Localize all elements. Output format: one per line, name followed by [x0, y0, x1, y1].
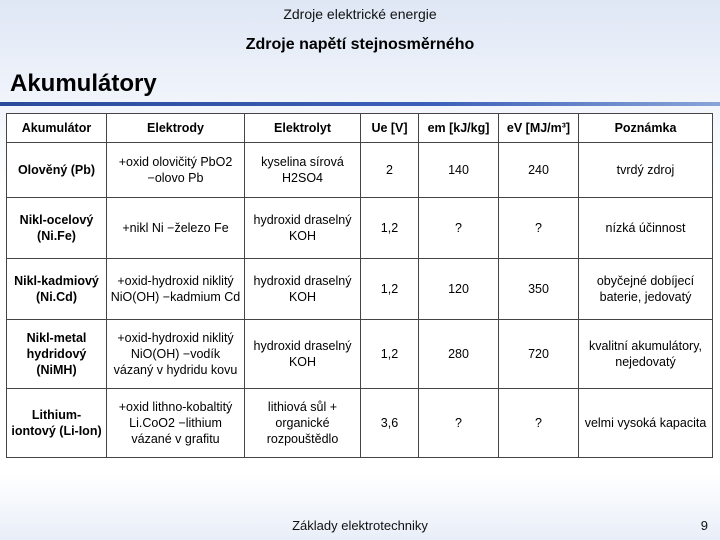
cell-note: nízká účinnost	[579, 198, 713, 259]
cell-electrodes: +oxid lithno-kobaltitý Li.CoO2 −lithium vázané v grafitu	[107, 389, 245, 458]
table-header-row	[7, 114, 713, 143]
cell-accumulator: Nikl-kadmiový (Ni.Cd)	[7, 259, 107, 320]
accumulators-table	[6, 113, 713, 458]
cell-voltage: 1,2	[361, 198, 419, 259]
cell-note: velmi vysoká kapacita	[579, 389, 713, 458]
cell-em: 140	[419, 143, 499, 198]
cell-voltage: 3,6	[361, 389, 419, 458]
cell-electrolyte: kyselina sírová H2SO4	[245, 143, 361, 198]
column-header: eV [MJ/m³]	[499, 114, 579, 143]
cell-electrodes: +oxid olovičitý PbO2 −olovo Pb	[107, 143, 245, 198]
cell-em: ?	[419, 389, 499, 458]
table-row	[7, 143, 713, 198]
column-header: Elektrolyt	[245, 114, 361, 143]
column-header: Elektrody	[107, 114, 245, 143]
cell-electrolyte: lithiová sůl + organické rozpouštědlo	[245, 389, 361, 458]
slide-heading: Akumulátory	[10, 70, 157, 97]
cell-accumulator: Lithium-iontový (Li-Ion)	[7, 389, 107, 458]
cell-ev: ?	[499, 198, 579, 259]
cell-accumulator: Nikl-ocelový (Ni.Fe)	[7, 198, 107, 259]
cell-voltage: 1,2	[361, 259, 419, 320]
cell-electrolyte: hydroxid draselný KOH	[245, 198, 361, 259]
cell-em: ?	[419, 198, 499, 259]
column-header: Akumulátor	[7, 114, 107, 143]
cell-accumulator: Nikl-metal hydridový (NiMH)	[7, 320, 107, 389]
cell-electrodes: +oxid-hydroxid niklitý NiO(OH) −vodík vázaný v hydridu kovu	[107, 320, 245, 389]
table-row	[7, 389, 713, 458]
footer-text: Základy elektrotechniky	[292, 518, 428, 533]
table-row	[7, 198, 713, 259]
cell-voltage: 2	[361, 143, 419, 198]
table-row	[7, 320, 713, 389]
cell-accumulator: Olověný (Pb)	[7, 143, 107, 198]
cell-ev: ?	[499, 389, 579, 458]
cell-note: tvrdý zdroj	[579, 143, 713, 198]
page-number: 9	[700, 518, 708, 533]
cell-electrolyte: hydroxid draselný KOH	[245, 259, 361, 320]
cell-electrodes: +nikl Ni −železo Fe	[107, 198, 245, 259]
cell-note: kvalitní akumulátory, nejedovatý	[579, 320, 713, 389]
cell-electrolyte: hydroxid draselný KOH	[245, 320, 361, 389]
cell-em: 280	[419, 320, 499, 389]
cell-voltage: 1,2	[361, 320, 419, 389]
cell-em: 120	[419, 259, 499, 320]
column-header: em [kJ/kg]	[419, 114, 499, 143]
presentation-title: Zdroje elektrické energie	[283, 6, 437, 22]
column-header: Poznámka	[579, 114, 713, 143]
slide-subtitle: Zdroje napětí stejnosměrného	[245, 36, 475, 53]
cell-note: obyčejné dobíjecí baterie, jedovatý	[579, 259, 713, 320]
table-row	[7, 259, 713, 320]
cell-electrodes: +oxid-hydroxid niklitý NiO(OH) −kadmium Cd	[107, 259, 245, 320]
cell-ev: 720	[499, 320, 579, 389]
heading-divider	[0, 102, 720, 106]
column-header: Ue [V]	[361, 114, 419, 143]
cell-ev: 350	[499, 259, 579, 320]
cell-ev: 240	[499, 143, 579, 198]
